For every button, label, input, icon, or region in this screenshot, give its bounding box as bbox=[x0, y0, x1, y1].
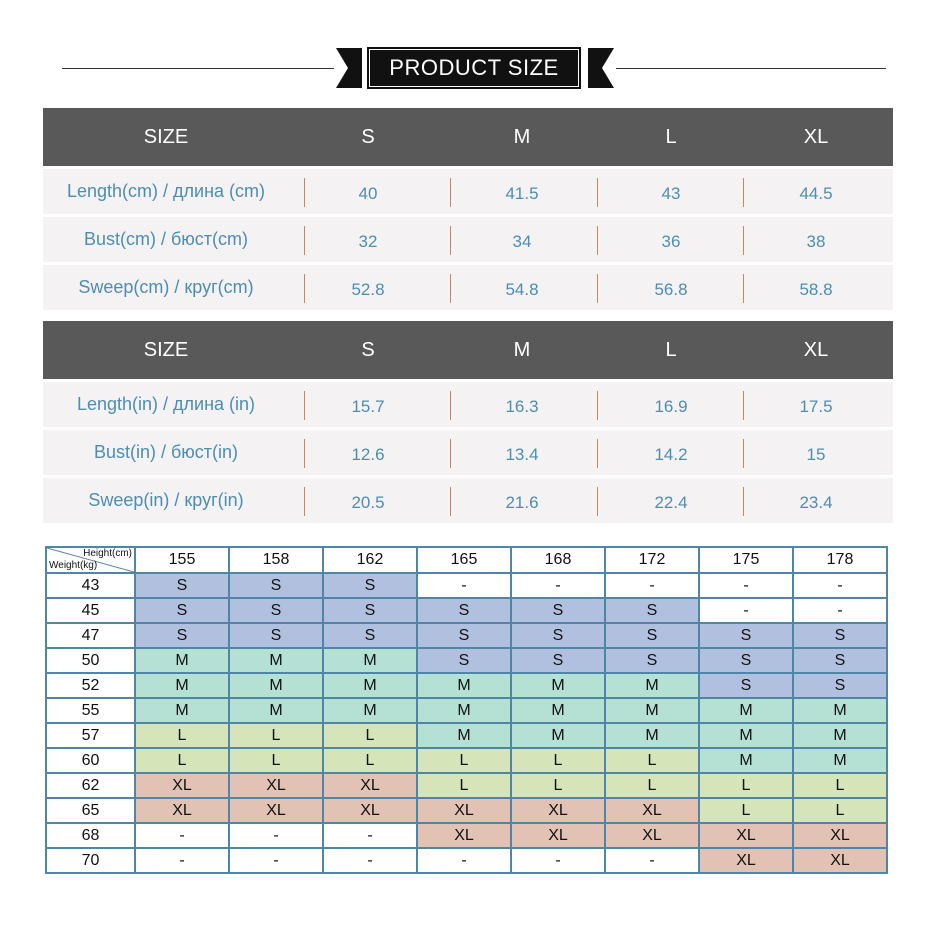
weight-cell: 65 bbox=[46, 798, 135, 823]
size-cell: - bbox=[793, 598, 887, 623]
measurement-value: 40 bbox=[358, 184, 378, 203]
column-separator bbox=[597, 274, 598, 303]
size-cell: S bbox=[699, 673, 793, 698]
weight-cell: 45 bbox=[46, 598, 135, 623]
size-cell: M bbox=[229, 648, 323, 673]
size-cell: XL bbox=[511, 823, 605, 848]
size-cell: M bbox=[699, 748, 793, 773]
size-cell: XL bbox=[323, 773, 417, 798]
size-cell: S bbox=[699, 623, 793, 648]
size-cell: L bbox=[511, 773, 605, 798]
height-header-cell: 155 bbox=[135, 547, 229, 573]
column-separator bbox=[597, 487, 598, 516]
size-cell: M bbox=[511, 698, 605, 723]
measurement-value: 21.6 bbox=[505, 493, 539, 512]
column-separator bbox=[450, 226, 451, 255]
size-cell: L bbox=[323, 748, 417, 773]
size-cell: M bbox=[135, 648, 229, 673]
size-cell: XL bbox=[605, 823, 699, 848]
size-cell: - bbox=[323, 823, 417, 848]
weight-cell: 60 bbox=[46, 748, 135, 773]
size-cell: S bbox=[793, 673, 887, 698]
banner-right-ribbon-tail bbox=[584, 48, 614, 88]
weight-cell: 68 bbox=[46, 823, 135, 848]
weight-cell: 43 bbox=[46, 573, 135, 598]
measurement-label: Length(in) / длина (in) bbox=[76, 394, 256, 414]
size-cell: M bbox=[417, 698, 511, 723]
size-cell: - bbox=[323, 848, 417, 873]
size-cell: XL bbox=[229, 798, 323, 823]
measurement-value: 20.5 bbox=[351, 493, 385, 512]
measurement-value: 23.4 bbox=[799, 493, 833, 512]
header-size-l: L bbox=[665, 339, 677, 361]
weight-cell: 62 bbox=[46, 773, 135, 798]
size-cell: M bbox=[699, 723, 793, 748]
banner-left-ribbon-tail bbox=[336, 48, 366, 88]
height-weight-size-grid bbox=[45, 546, 888, 874]
product-size-banner bbox=[0, 40, 950, 96]
size-table-inches bbox=[43, 321, 893, 523]
size-cell: S bbox=[323, 598, 417, 623]
weight-cell: 55 bbox=[46, 698, 135, 723]
grid-weight-row bbox=[46, 623, 887, 648]
size-cell: XL bbox=[793, 823, 887, 848]
measurement-row bbox=[43, 478, 893, 523]
measurement-value: 32 bbox=[358, 232, 378, 251]
column-separator bbox=[743, 226, 744, 255]
header-size-s: S bbox=[361, 339, 375, 361]
measurement-label: Sweep(cm) / круг(cm) bbox=[78, 277, 254, 297]
measurement-label: Sweep(in) / круг(in) bbox=[88, 490, 244, 510]
size-cell: M bbox=[793, 698, 887, 723]
grid-weight-row bbox=[46, 673, 887, 698]
measurement-value: 43 bbox=[661, 184, 681, 203]
size-cell: XL bbox=[699, 823, 793, 848]
size-cell: S bbox=[605, 623, 699, 648]
height-header-cell: 168 bbox=[511, 547, 605, 573]
size-cell: S bbox=[417, 598, 511, 623]
header-size-xl: XL bbox=[803, 339, 829, 361]
size-cell: L bbox=[417, 748, 511, 773]
column-separator bbox=[597, 439, 598, 468]
size-cell: - bbox=[605, 573, 699, 598]
measurement-value: 38 bbox=[806, 232, 826, 251]
grid-header-row bbox=[46, 547, 887, 573]
size-cell: M bbox=[511, 673, 605, 698]
size-cell: - bbox=[417, 573, 511, 598]
header-size-s: S bbox=[361, 126, 375, 148]
measurement-value: 56.8 bbox=[654, 280, 688, 299]
measurement-value: 15.7 bbox=[351, 397, 385, 416]
grid-weight-row bbox=[46, 848, 887, 873]
measurement-row bbox=[43, 430, 893, 475]
size-cell: - bbox=[135, 848, 229, 873]
size-cell: S bbox=[793, 623, 887, 648]
measurement-value: 52.8 bbox=[351, 280, 385, 299]
size-cell: L bbox=[793, 798, 887, 823]
size-cell: L bbox=[135, 748, 229, 773]
size-cell: XL bbox=[605, 798, 699, 823]
height-header-cell: 162 bbox=[323, 547, 417, 573]
column-separator bbox=[304, 178, 305, 207]
size-cell: M bbox=[323, 648, 417, 673]
size-cell: L bbox=[605, 773, 699, 798]
size-cell: L bbox=[511, 748, 605, 773]
size-cell: - bbox=[699, 598, 793, 623]
grid-weight-row bbox=[46, 648, 887, 673]
size-cell: S bbox=[511, 648, 605, 673]
height-header-cell: 178 bbox=[793, 547, 887, 573]
height-header-cell: 172 bbox=[605, 547, 699, 573]
column-separator bbox=[304, 391, 305, 420]
size-cell: S bbox=[135, 573, 229, 598]
size-table-header bbox=[43, 321, 893, 379]
size-cell: M bbox=[605, 723, 699, 748]
size-cell: M bbox=[417, 673, 511, 698]
size-cell: M bbox=[605, 698, 699, 723]
size-cell: M bbox=[229, 673, 323, 698]
size-cell: XL bbox=[699, 848, 793, 873]
size-cell: S bbox=[605, 648, 699, 673]
measurement-row bbox=[43, 265, 893, 310]
measurement-value: 15 bbox=[806, 445, 826, 464]
header-size-xl: XL bbox=[803, 126, 829, 148]
size-cell: M bbox=[511, 723, 605, 748]
measurement-value: 16.3 bbox=[505, 397, 539, 416]
column-separator bbox=[743, 391, 744, 420]
weight-cell: 70 bbox=[46, 848, 135, 873]
grid-weight-row bbox=[46, 798, 887, 823]
height-header-cell: 165 bbox=[417, 547, 511, 573]
measurement-value: 54.8 bbox=[505, 280, 539, 299]
size-cell: XL bbox=[135, 798, 229, 823]
size-cell: S bbox=[229, 573, 323, 598]
measurement-value: 16.9 bbox=[654, 397, 688, 416]
size-cell: S bbox=[417, 648, 511, 673]
size-cell: S bbox=[605, 598, 699, 623]
size-cell: - bbox=[229, 823, 323, 848]
column-separator bbox=[450, 487, 451, 516]
size-cell: - bbox=[793, 573, 887, 598]
weight-cell: 52 bbox=[46, 673, 135, 698]
measurement-row bbox=[43, 217, 893, 262]
grid-weight-row bbox=[46, 723, 887, 748]
measurement-label: Bust(in) / бюст(in) bbox=[93, 442, 239, 462]
size-cell: M bbox=[793, 723, 887, 748]
header-size-m: M bbox=[513, 339, 531, 361]
size-cell: L bbox=[229, 723, 323, 748]
measurement-value: 44.5 bbox=[799, 184, 833, 203]
size-cell: S bbox=[135, 623, 229, 648]
grid-weight-row bbox=[46, 748, 887, 773]
size-cell: M bbox=[229, 698, 323, 723]
header-size-label: SIZE bbox=[143, 126, 189, 148]
column-separator bbox=[450, 391, 451, 420]
size-cell: S bbox=[229, 623, 323, 648]
measurement-value: 22.4 bbox=[654, 493, 688, 512]
measurement-value: 36 bbox=[661, 232, 681, 251]
grid-weight-row bbox=[46, 573, 887, 598]
size-cell: M bbox=[135, 698, 229, 723]
grid-weight-row bbox=[46, 698, 887, 723]
measurement-value: 17.5 bbox=[799, 397, 833, 416]
height-header-cell: 175 bbox=[699, 547, 793, 573]
size-table-cm bbox=[43, 108, 893, 310]
grid-corner-cell bbox=[46, 547, 135, 573]
size-cell: M bbox=[417, 723, 511, 748]
size-cell: S bbox=[323, 623, 417, 648]
column-separator bbox=[743, 487, 744, 516]
header-size-m: M bbox=[513, 126, 531, 148]
size-cell: M bbox=[323, 698, 417, 723]
column-separator bbox=[743, 274, 744, 303]
measurement-value: 58.8 bbox=[799, 280, 833, 299]
size-cell: - bbox=[511, 573, 605, 598]
column-separator bbox=[304, 274, 305, 303]
corner-height-label: Height(cm) bbox=[83, 548, 132, 559]
header-size-l: L bbox=[665, 126, 677, 148]
size-cell: L bbox=[793, 773, 887, 798]
size-cell: L bbox=[699, 798, 793, 823]
measurement-value: 12.6 bbox=[351, 445, 385, 464]
banner-right-rule bbox=[616, 68, 886, 69]
size-cell: XL bbox=[417, 798, 511, 823]
column-separator bbox=[304, 439, 305, 468]
column-separator bbox=[304, 487, 305, 516]
size-cell: L bbox=[605, 748, 699, 773]
size-cell: S bbox=[793, 648, 887, 673]
size-cell: XL bbox=[417, 823, 511, 848]
measurement-value: 41.5 bbox=[505, 184, 539, 203]
size-cell: M bbox=[699, 698, 793, 723]
size-cell: L bbox=[323, 723, 417, 748]
size-cell: L bbox=[135, 723, 229, 748]
weight-cell: 57 bbox=[46, 723, 135, 748]
column-separator bbox=[597, 391, 598, 420]
size-cell: S bbox=[511, 623, 605, 648]
grid-weight-row bbox=[46, 598, 887, 623]
size-cell: XL bbox=[135, 773, 229, 798]
size-cell: S bbox=[511, 598, 605, 623]
size-cell: - bbox=[511, 848, 605, 873]
banner-left-rule bbox=[62, 68, 334, 69]
corner-weight-label: Weight(kg) bbox=[49, 560, 98, 571]
column-separator bbox=[743, 439, 744, 468]
size-cell: L bbox=[417, 773, 511, 798]
measurement-label: Length(cm) / длина (cm) bbox=[66, 181, 266, 201]
size-cell: XL bbox=[511, 798, 605, 823]
grid-weight-row bbox=[46, 823, 887, 848]
size-cell: XL bbox=[793, 848, 887, 873]
header-size-label: SIZE bbox=[143, 339, 189, 361]
measurement-value: 34 bbox=[512, 232, 532, 251]
height-header-cell: 158 bbox=[229, 547, 323, 573]
size-table-header bbox=[43, 108, 893, 166]
column-separator bbox=[597, 178, 598, 207]
size-cell: S bbox=[699, 648, 793, 673]
size-cell: L bbox=[229, 748, 323, 773]
size-cell: - bbox=[699, 573, 793, 598]
size-cell: - bbox=[605, 848, 699, 873]
size-cell: - bbox=[135, 823, 229, 848]
size-cell: XL bbox=[229, 773, 323, 798]
measurement-value: 14.2 bbox=[654, 445, 688, 464]
size-cell: L bbox=[699, 773, 793, 798]
column-separator bbox=[450, 178, 451, 207]
column-separator bbox=[450, 274, 451, 303]
size-cell: S bbox=[229, 598, 323, 623]
size-cell: M bbox=[323, 673, 417, 698]
size-cell: - bbox=[229, 848, 323, 873]
weight-cell: 47 bbox=[46, 623, 135, 648]
size-cell: - bbox=[417, 848, 511, 873]
measurement-row bbox=[43, 169, 893, 214]
size-cell: M bbox=[605, 673, 699, 698]
size-cell: S bbox=[417, 623, 511, 648]
column-separator bbox=[304, 226, 305, 255]
weight-cell: 50 bbox=[46, 648, 135, 673]
size-cell: M bbox=[793, 748, 887, 773]
banner-title: PRODUCT SIZE bbox=[367, 47, 581, 89]
measurement-row bbox=[43, 382, 893, 427]
size-cell: S bbox=[135, 598, 229, 623]
column-separator bbox=[597, 226, 598, 255]
measurement-label: Bust(cm) / бюст(cm) bbox=[83, 229, 249, 249]
grid-weight-row bbox=[46, 773, 887, 798]
size-cell: S bbox=[323, 573, 417, 598]
size-cell: XL bbox=[323, 798, 417, 823]
column-separator bbox=[743, 178, 744, 207]
size-cell: M bbox=[135, 673, 229, 698]
column-separator bbox=[450, 439, 451, 468]
measurement-value: 13.4 bbox=[505, 445, 539, 464]
